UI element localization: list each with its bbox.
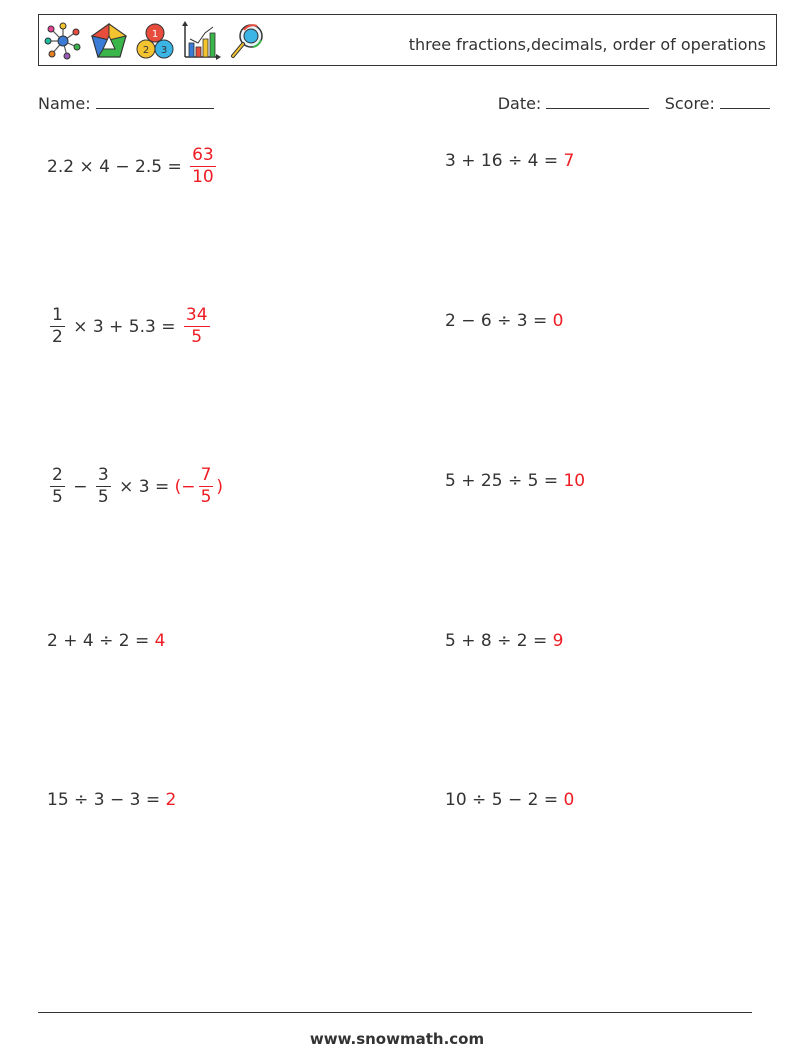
answer: 2 <box>165 790 177 810</box>
operator: × <box>79 156 94 177</box>
number-balls-icon <box>135 21 175 61</box>
operand: 2 <box>118 631 130 651</box>
worksheet-header <box>38 14 777 66</box>
operator: − <box>73 476 88 497</box>
operand: 16 <box>480 151 503 171</box>
operand: 15 <box>47 790 69 810</box>
answer-denominator: 5 <box>191 327 203 347</box>
problem <box>47 790 176 810</box>
equals-sign: = <box>145 790 161 810</box>
problem <box>445 471 585 491</box>
problem <box>47 147 219 186</box>
header-icons <box>43 21 267 61</box>
operator: × <box>119 476 134 497</box>
operand: 2 <box>47 631 58 651</box>
answer-open-paren: (− <box>174 476 196 497</box>
operator: + <box>63 631 78 651</box>
operand-fraction <box>50 307 65 346</box>
equals-sign: = <box>155 476 170 497</box>
answer: 10 <box>563 471 586 491</box>
operator: ÷ <box>507 471 523 491</box>
operator: × <box>73 316 88 337</box>
name-field[interactable] <box>38 94 214 113</box>
operator: + <box>461 471 476 491</box>
operator: ÷ <box>497 631 512 651</box>
operator: ÷ <box>497 311 512 331</box>
operator: − <box>109 790 125 810</box>
operator: − <box>115 156 130 177</box>
operand: 3 <box>138 476 150 497</box>
answer: 4 <box>154 631 166 651</box>
answer-numerator: 34 <box>185 305 208 325</box>
equals-sign: = <box>167 156 182 177</box>
operand: 25 <box>480 471 503 491</box>
answer: 0 <box>552 311 564 331</box>
problem <box>445 151 574 171</box>
bar-chart-icon <box>181 21 221 61</box>
answer-numerator: 7 <box>200 465 212 485</box>
equals-sign: = <box>543 471 559 491</box>
answer-fraction <box>190 147 216 186</box>
answer: 0 <box>563 790 575 810</box>
operator: ÷ <box>507 151 523 171</box>
operand: 5 <box>491 790 503 810</box>
answer-denominator: 10 <box>192 167 214 187</box>
operator: − <box>507 790 523 810</box>
answer-fraction <box>199 467 214 506</box>
operator: ÷ <box>472 790 487 810</box>
operand: 2 <box>527 790 539 810</box>
operator: + <box>461 631 476 651</box>
problem <box>445 311 564 331</box>
numerator: 3 <box>97 465 109 485</box>
operand: 2.5 <box>135 156 163 177</box>
operand: 8 <box>480 631 492 651</box>
ball-number: 3 <box>160 45 168 56</box>
answer-denominator: 5 <box>200 487 212 507</box>
problem <box>47 307 213 346</box>
operand: 3 <box>93 790 105 810</box>
operator: + <box>109 316 124 337</box>
date-label: Date: <box>497 94 542 113</box>
equals-sign: = <box>543 790 559 810</box>
operand-fraction <box>50 467 65 506</box>
operator: ÷ <box>99 631 114 651</box>
denominator: 5 <box>97 487 109 507</box>
denominator: 2 <box>52 327 63 347</box>
operand: 5.3 <box>128 316 156 337</box>
operand: 3 <box>445 151 456 171</box>
date-score-fields <box>498 94 770 113</box>
footer-url[interactable]: www.snowmath.com <box>309 1030 485 1048</box>
problem <box>445 631 564 651</box>
date-blank[interactable] <box>546 94 649 109</box>
operand: 6 <box>480 311 492 331</box>
problem <box>47 631 166 651</box>
answer-close-paren: ) <box>216 476 224 497</box>
operand: 4 <box>527 151 539 171</box>
equals-sign: = <box>533 311 548 331</box>
answer: 7 <box>563 151 575 171</box>
name-blank[interactable] <box>96 94 214 109</box>
answer-fraction <box>184 307 210 346</box>
operand: 2 <box>445 311 456 331</box>
operand: 5 <box>445 631 456 651</box>
equals-sign: = <box>543 151 559 171</box>
score-label: Score: <box>664 94 715 113</box>
operand: 5 <box>445 471 456 491</box>
operand: 10 <box>445 790 467 810</box>
operand: 5 <box>527 471 539 491</box>
numerator: 1 <box>52 305 63 325</box>
problem <box>445 790 574 810</box>
ball-number: 2 <box>142 45 150 56</box>
operator: ÷ <box>74 790 89 810</box>
operand: 3 <box>516 311 528 331</box>
operand: 4 <box>99 156 110 177</box>
footer-divider <box>38 1012 752 1013</box>
worksheet-title: three fractions,decimals, order of operations <box>408 35 766 54</box>
numerator: 2 <box>52 465 63 485</box>
network-icon <box>43 21 83 61</box>
answer: 9 <box>552 631 564 651</box>
denominator: 5 <box>52 487 63 507</box>
equals-sign: = <box>161 316 176 337</box>
operand: 2.2 <box>47 156 75 177</box>
operand: 4 <box>82 631 94 651</box>
ball-number: 1 <box>151 29 159 40</box>
operand-fraction <box>96 467 111 506</box>
problem <box>47 467 223 506</box>
operator: + <box>461 151 476 171</box>
operator: − <box>461 311 476 331</box>
equals-sign: = <box>533 631 548 651</box>
operand: 3 <box>92 316 104 337</box>
equals-sign: = <box>135 631 150 651</box>
operand: 3 <box>129 790 141 810</box>
pentagon-icon <box>89 21 129 61</box>
magnifier-icon <box>227 21 267 61</box>
operand: 2 <box>516 631 528 651</box>
name-label: Name: <box>38 94 91 113</box>
answer-numerator: 63 <box>192 145 214 165</box>
score-blank[interactable] <box>720 94 770 109</box>
